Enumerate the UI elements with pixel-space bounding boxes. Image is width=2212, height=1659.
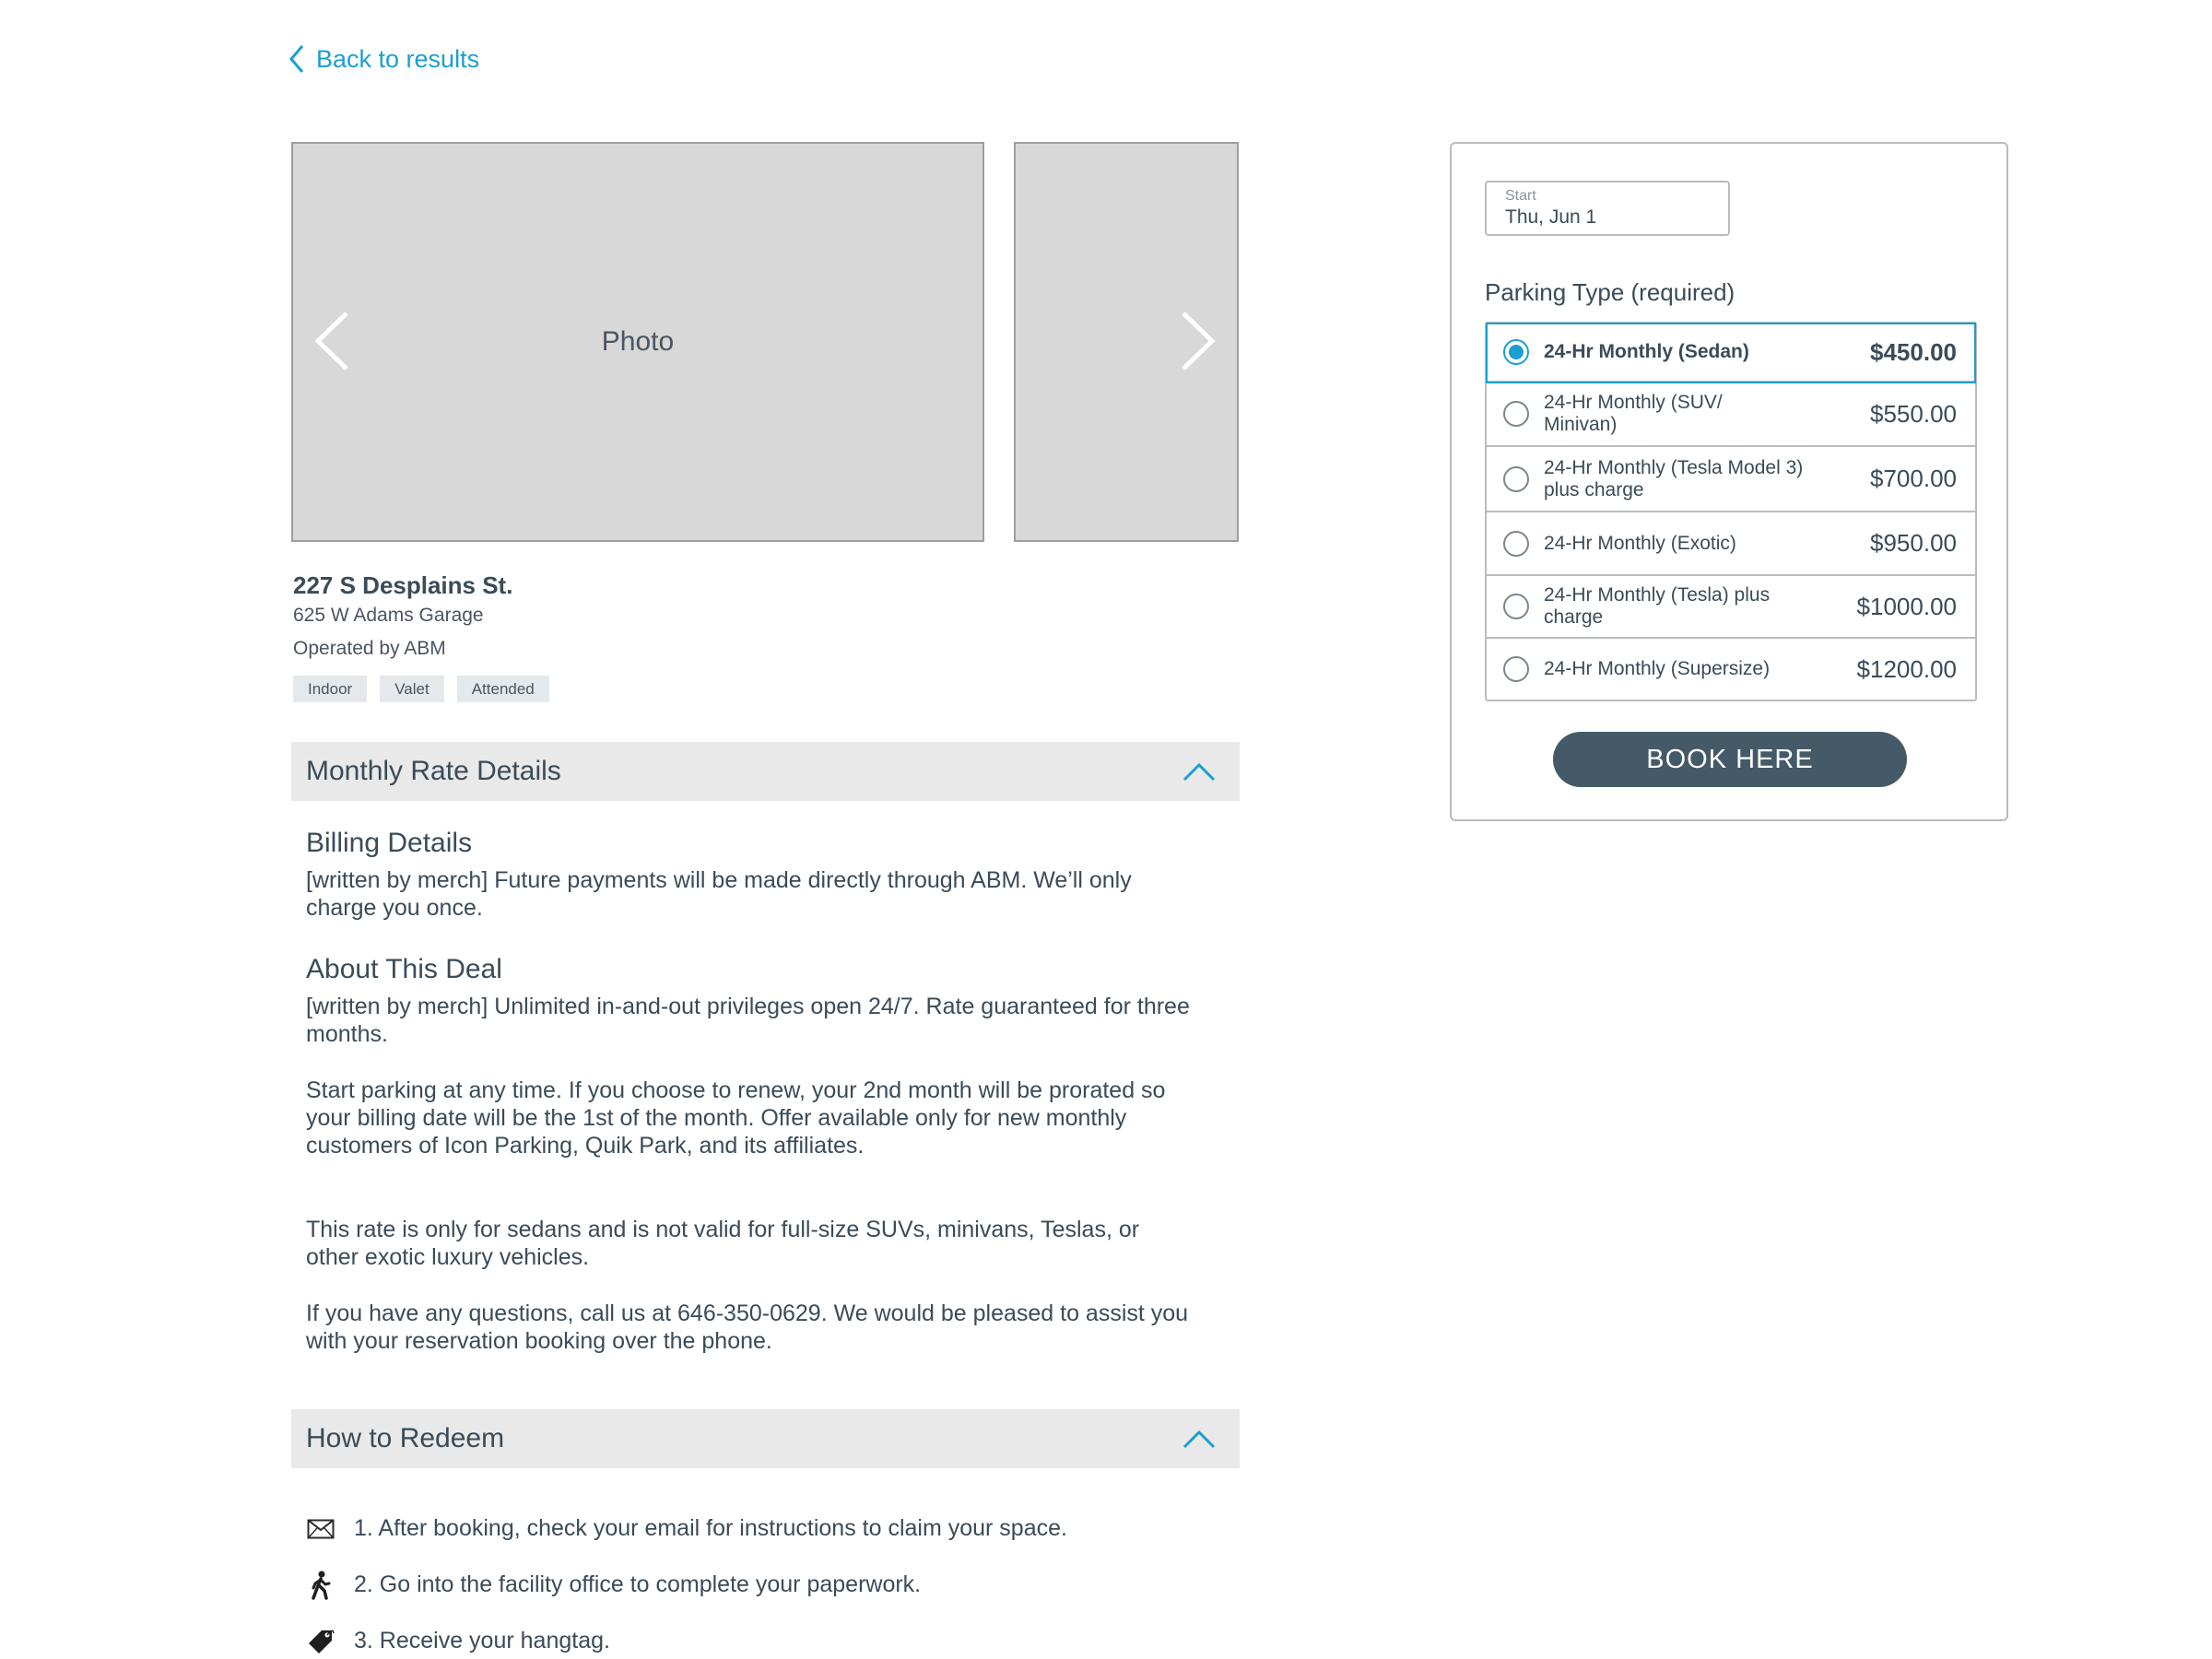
about-heading: About This Deal bbox=[306, 954, 502, 984]
redeem-step-text: 2. Go into the facility office to complete your paperwork. bbox=[354, 1571, 922, 1597]
parking-option-label: 24-Hr Monthly (Supersize) bbox=[1544, 658, 1771, 679]
start-date-label: Start bbox=[1505, 188, 1536, 204]
billing-heading: Billing Details bbox=[306, 828, 473, 858]
redeem-step-text: 1. After booking, check your email for instructions to claim your space. bbox=[354, 1515, 1067, 1541]
about-text-4: If you have any questions, call us at 646-350-0629. We would be pleased to assist you with your reservation booking over the phone. bbox=[306, 1300, 1189, 1354]
chevron-left-icon bbox=[313, 311, 350, 371]
gallery-next-button[interactable] bbox=[1171, 309, 1226, 373]
radio-selected-icon[interactable] bbox=[1503, 339, 1529, 365]
garage-name: 625 W Adams Garage bbox=[293, 605, 484, 626]
parking-option-price: $950.00 bbox=[1870, 529, 1957, 557]
parking-type-options bbox=[1485, 322, 1977, 701]
billing-details-text: [written by merch] Future payments will be made directly through ABM. We’ll only charge you once. bbox=[306, 867, 1132, 921]
feature-tags bbox=[293, 676, 549, 702]
start-date-field[interactable] bbox=[1485, 181, 1730, 236]
about-text-1: [written by merch] Unlimited in-and-out privileges open 24/7. Rate guaranteed for three months. bbox=[306, 994, 1190, 1047]
chevron-up-icon bbox=[1182, 1429, 1216, 1449]
radio-icon[interactable] bbox=[1503, 656, 1529, 682]
tag-indoor: Indoor bbox=[293, 676, 367, 702]
parking-type-label: Parking Type (required) bbox=[1485, 278, 1735, 306]
redeem-step bbox=[306, 1557, 1067, 1613]
parking-option-label: 24-Hr Monthly (Tesla) plus charge bbox=[1544, 584, 1771, 628]
parking-option-supersize[interactable] bbox=[1487, 639, 1975, 700]
parking-option-label: 24-Hr Monthly (Sedan) bbox=[1544, 341, 1749, 362]
billing-details-title bbox=[306, 828, 1228, 859]
section-title: Monthly Rate Details bbox=[306, 756, 561, 786]
parking-option-price: $550.00 bbox=[1870, 399, 1957, 428]
redeem-steps bbox=[306, 1500, 1067, 1659]
redeem-step bbox=[306, 1500, 1067, 1557]
back-label: Back to results bbox=[316, 44, 480, 73]
about-deal-title bbox=[306, 954, 1228, 985]
booking-panel bbox=[1450, 142, 2008, 821]
section-title: How to Redeem bbox=[306, 1423, 505, 1453]
radio-icon[interactable] bbox=[1503, 401, 1529, 427]
walking-person-icon bbox=[306, 1571, 335, 1600]
listing-address: 227 S Desplains St. bbox=[293, 571, 513, 599]
tag-icon bbox=[306, 1627, 335, 1656]
start-date-value: Thu, Jun 1 bbox=[1505, 206, 1597, 228]
parking-option-tesla-model-3[interactable] bbox=[1487, 447, 1975, 512]
parking-option-sedan[interactable] bbox=[1487, 324, 1975, 382]
chevron-left-icon bbox=[288, 44, 305, 74]
main-photo bbox=[291, 142, 984, 542]
gallery-prev-button[interactable] bbox=[304, 309, 359, 373]
envelope-icon bbox=[306, 1514, 335, 1544]
radio-icon[interactable] bbox=[1503, 531, 1529, 557]
parking-option-suv[interactable] bbox=[1487, 382, 1975, 447]
operator-text: Operated by ABM bbox=[293, 638, 446, 659]
parking-option-label: 24-Hr Monthly (SUV/ Minivan) bbox=[1544, 392, 1723, 435]
about-text-2: Start parking at any time. If you choose to renew, your 2nd month will be prorated so your billing date will be the 1st of the month. Offer available only for new monthly customers of Icon Parking, Quik Park, and its affiliates. bbox=[306, 1077, 1166, 1159]
parking-option-label: 24-Hr Monthly (Tesla Model 3) plus charge bbox=[1544, 456, 1804, 500]
parking-option-label: 24-Hr Monthly (Exotic) bbox=[1544, 532, 1736, 554]
how-to-redeem-header[interactable] bbox=[291, 1409, 1240, 1468]
book-here-button[interactable]: BOOK HERE bbox=[1553, 732, 1907, 787]
parking-option-price: $1000.00 bbox=[1856, 592, 1957, 620]
chevron-up-icon bbox=[1182, 761, 1216, 782]
parking-option-price: $1200.00 bbox=[1856, 654, 1957, 683]
redeem-step-text: 3. Receive your hangtag. bbox=[354, 1628, 610, 1653]
tag-valet: Valet bbox=[380, 676, 444, 702]
parking-option-exotic[interactable] bbox=[1487, 512, 1975, 576]
monthly-rate-details-header[interactable] bbox=[291, 742, 1240, 801]
tag-attended: Attended bbox=[457, 676, 549, 702]
radio-icon[interactable] bbox=[1503, 594, 1529, 619]
radio-icon[interactable] bbox=[1503, 466, 1529, 492]
back-to-results-link[interactable] bbox=[288, 44, 479, 74]
parking-option-price: $450.00 bbox=[1870, 337, 1957, 366]
parking-option-price: $700.00 bbox=[1870, 465, 1957, 492]
photo-placeholder-label: Photo bbox=[601, 326, 675, 357]
about-text-3: This rate is only for sedans and is not valid for full-size SUVs, minivans, Teslas, or other exotic luxury vehicles. bbox=[306, 1217, 1140, 1270]
redeem-step bbox=[306, 1613, 1067, 1659]
parking-option-tesla[interactable] bbox=[1487, 576, 1975, 639]
chevron-right-icon bbox=[1180, 311, 1217, 371]
